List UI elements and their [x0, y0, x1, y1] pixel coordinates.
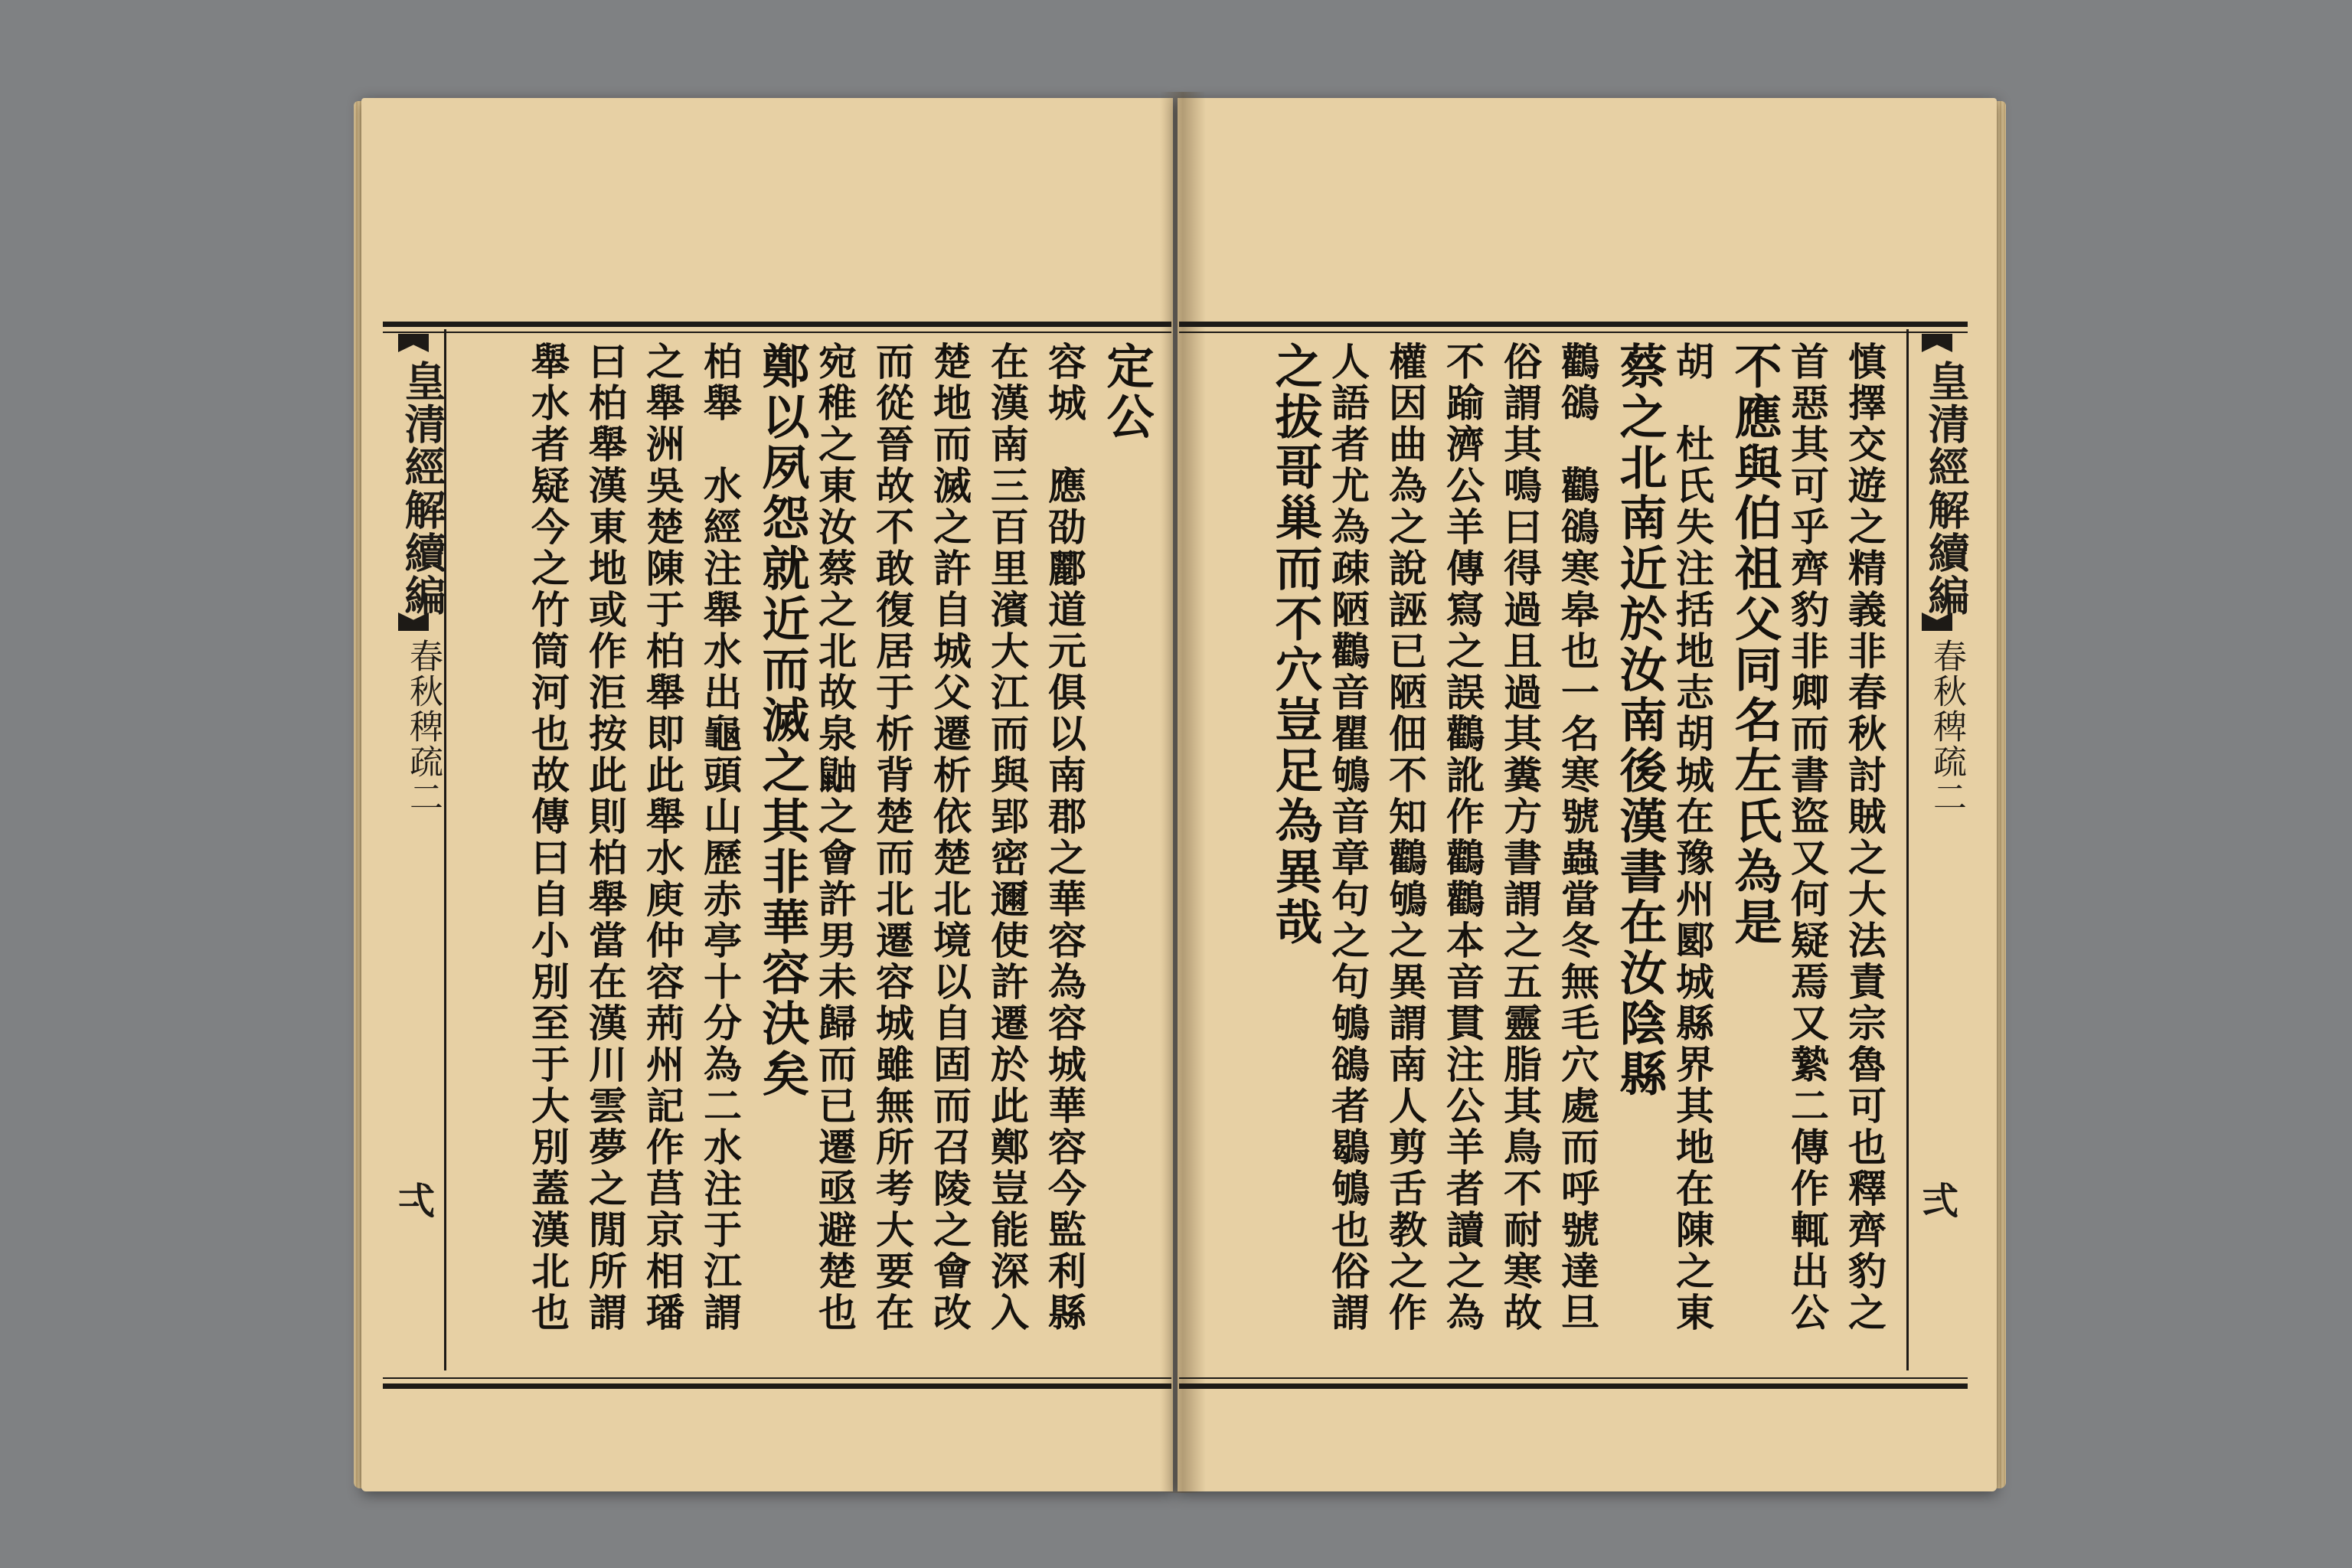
right-column: 人語者尤為疎陋鸛音瞿鴝音章句之句鴝鵒者鶡鴝也俗謂 [1325, 341, 1370, 1334]
right-column: 首惡其可乎齊豹非卿而書盜又何疑焉又縶二傳作輒出公 [1785, 341, 1830, 1334]
right-margin-title: 皇清經解續編 [1922, 360, 1971, 617]
left-margin-title: 皇清經解續編 [398, 360, 447, 617]
right-column: 鸛鵒 鸛鵒寒皋也一名寒號蟲當冬無毛穴處而呼號達旦 [1555, 341, 1600, 1334]
left-column: 之舉洲吳楚陳于柏舉即此舉水庾仲容荊州記作莒京相璠 [640, 341, 685, 1334]
right-margin-subtitle: 春秋稗疏二 [1927, 639, 1966, 815]
left-column: 曰柏舉漢東地或作洰按此則柏舉當在漢川雲夢之閒所謂 [583, 341, 628, 1334]
left-column: 鄭以夙怨就近而滅之其非華容決矣 [754, 341, 810, 1099]
right-column: 不踰濟公羊傳寫之誤鸛訛作鸛鸛本音貫注公羊者讀之為 [1440, 341, 1485, 1334]
right-column: 蔡之北南近於汝南後漢書在汝陰縣 [1612, 341, 1668, 1099]
left-column: 楚地而滅之許自城父遷析依楚北境以自固而召陵之會改 [927, 341, 972, 1334]
right-column: 慎擇交遊之精義非春秋討賊之大法責宗魯可也釋齊豹之 [1842, 341, 1887, 1334]
left-page-number: 弌 [398, 1180, 436, 1223]
right-column: 權因曲為之說誣已陋佃不知鸛鴝之異謂南人剪舌教之作 [1383, 341, 1428, 1334]
right-page-number: 弍 [1922, 1180, 1959, 1223]
left-column: 在漢南三百里濱大江而與郢密邇使許遷於此鄭豈能深入 [985, 341, 1030, 1334]
right-column: 之拔哥巢而不穴豈足為異哉 [1267, 341, 1323, 948]
left-column: 柏舉 水經注舉水出龜頭山歷赤亭十分為二水注于江謂 [697, 341, 743, 1334]
right-column: 胡 杜氏失注括地志胡城在豫州郾城縣界其地在陳之東 [1670, 341, 1715, 1334]
left-column: 而從晉故不敢復居于析背楚而北遷容城雖無所考大要在 [870, 341, 915, 1334]
right-column: 不應與伯祖父同名左氏為是 [1726, 341, 1782, 948]
left-column: 定公 [1099, 341, 1155, 443]
left-column: 容城 應劭酈道元俱以南郡之華容為容城華容今監利縣 [1042, 341, 1087, 1334]
left-margin-subtitle: 春秋稗疏二 [403, 639, 443, 815]
right-column: 俗謂其鳴曰得過且過其糞方書謂之五靈脂其鳥不耐寒故 [1498, 341, 1543, 1334]
left-column: 舉水者疑今之竹筒河也故傳曰自小別至于大別蓋漢北也 [525, 341, 570, 1334]
left-column: 宛稚之東汝蔡之北故泉鼬之會許男未歸而已遷亟避楚也 [812, 341, 858, 1334]
